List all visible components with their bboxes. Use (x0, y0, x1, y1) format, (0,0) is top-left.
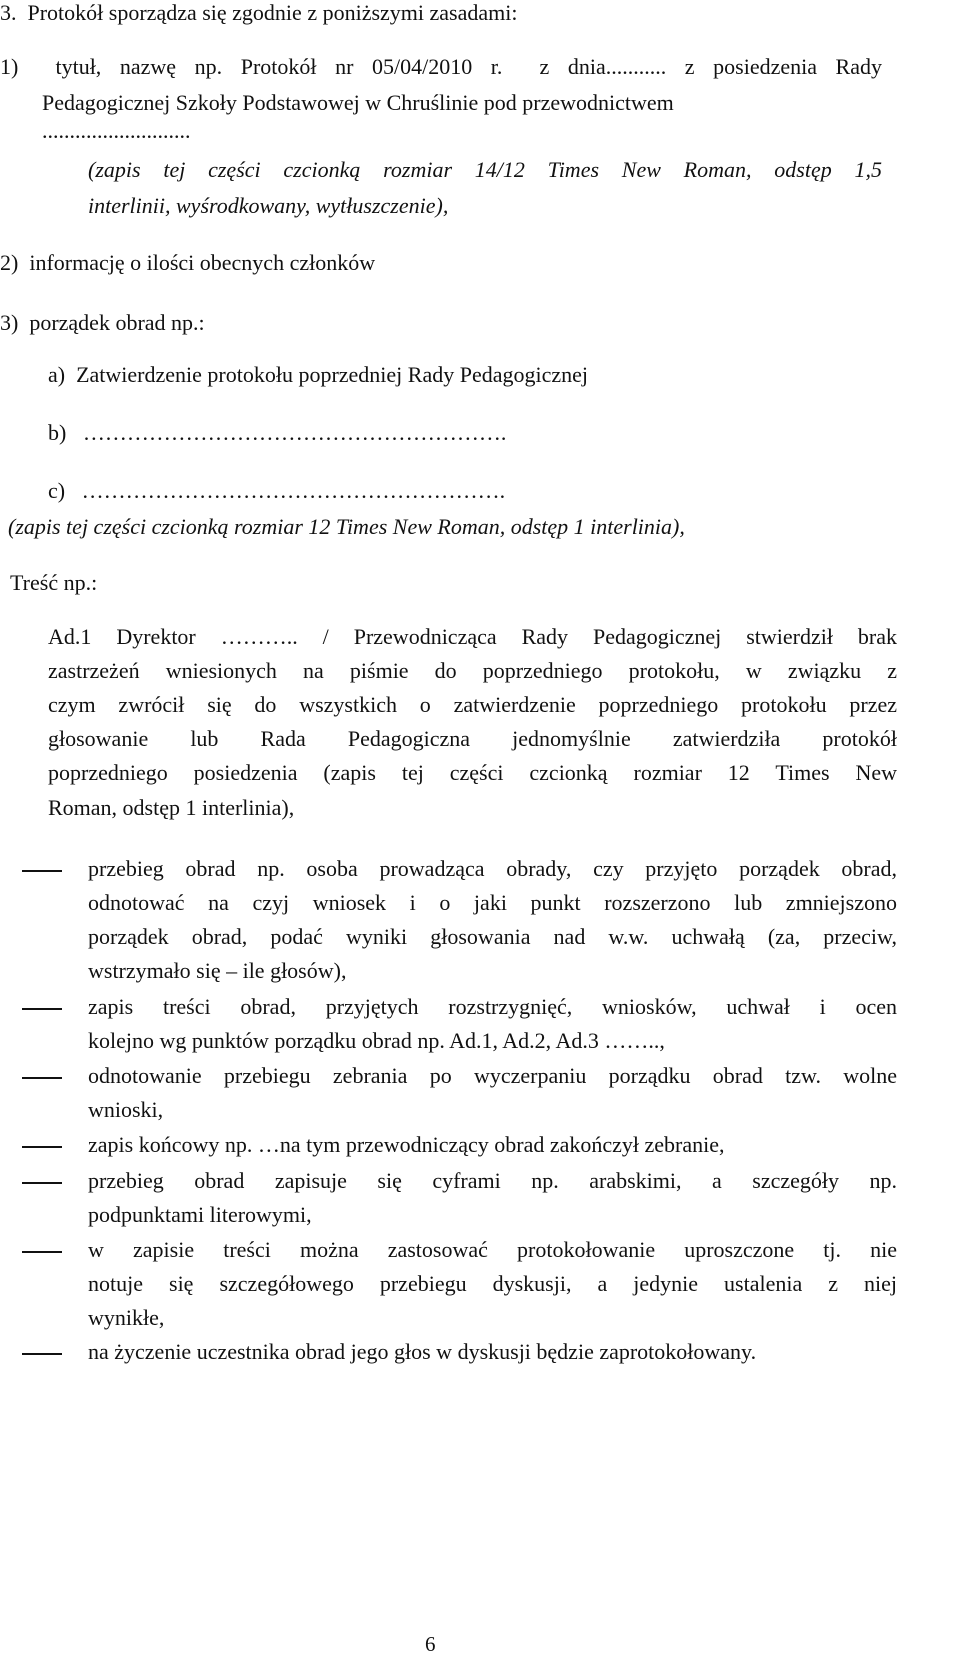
bullet4-line1: zapis końcowy np. …na tym przewodniczący obrad zakończył zebranie, (88, 1132, 725, 1157)
bullet3-line1: odnotowanie przebiegu zebrania po wyczerpaniu porządku obrad tzw. wolne (88, 1063, 897, 1088)
bullet3-line2: wnioski, (88, 1097, 164, 1122)
ad1-line6: Roman, odstęp 1 interlinia), (48, 795, 295, 820)
dash-bullet (22, 1251, 62, 1253)
bullet1-line3: porządek obrad, podać wyniki głosowania nad w.w. uchwałą (za, przeciw, (88, 924, 897, 949)
dash-bullet (22, 870, 62, 872)
dash-bullet (22, 1146, 62, 1148)
item1-note-line1: (zapis tej części czcionką rozmiar 14/12 Times New Roman, odstęp 1,5 (88, 157, 882, 182)
bullet2-line1: zapis treści obrad, przyjętych rozstrzygnięć, wniosków, uchwał i ocen (88, 994, 897, 1019)
ad1-line3: czym zwrócił się do wszystkich o zatwierdzenie poprzedniego protokołu przez (48, 692, 897, 717)
bullet1-line1: przebieg obrad np. osoba prowadząca obrady, czy przyjęto porządek obrad, (88, 856, 897, 881)
agenda-b: b) …………………………………………………. (48, 420, 507, 445)
ad1-line1: Ad.1 Dyrektor ……….. / Przewodnicząca Rady Pedagogicznej stwierdził brak (48, 624, 897, 649)
agenda-note: (zapis tej części czcionką rozmiar 12 Times New Roman, odstęp 1 interlinia), (8, 514, 685, 539)
dash-bullet (22, 1077, 62, 1079)
bullet1-line4: wstrzymało się – ile głosów), (88, 958, 347, 983)
item2: 2) informację o ilości obecnych członków (0, 250, 376, 275)
agenda-a: a) Zatwierdzenie protokołu poprzedniej Rady Pedagogicznej (48, 362, 589, 387)
dash-bullet (22, 1008, 62, 1010)
ad1-line2: zastrzeżeń wniesionych na piśmie do poprzedniego protokołu, w związku z (48, 658, 897, 683)
dash-bullet (22, 1353, 62, 1355)
bullet5-line2: podpunktami literowymi, (88, 1202, 312, 1227)
tresc-label: Treść np.: (10, 570, 98, 595)
agenda-c: c) …………………………………………………. (48, 478, 506, 503)
section-heading: 3. Protokół sporządza się zgodnie z poniższymi zasadami: (0, 0, 518, 25)
item1-line2: Pedagogicznej Szkoły Podstawowej w Chruślinie pod przewodnictwem (42, 90, 674, 115)
ad1-line4: głosowanie lub Rada Pedagogiczna jednomyślnie zatwierdziła protokół (48, 726, 897, 751)
item1-line1: 1) tytuł, nazwę np. Protokół nr 05/04/2010 r. z dnia........... z posiedzenia Rady (0, 54, 882, 79)
bullet1-line2: odnotować na czyj wniosek i o jaki punkt rozszerzono lub zmniejszono (88, 890, 897, 915)
item3: 3) porządek obrad np.: (0, 310, 205, 335)
bullet5-line1: przebieg obrad zapisuje się cyframi np. arabskimi, a szczegóły np. (88, 1168, 897, 1193)
bullet6-line1: w zapisie treści można zastosować protokołowanie uproszczone tj. nie (88, 1237, 897, 1262)
item1-line3: ........................... (42, 118, 191, 143)
bullet6-line2: notuje się szczegółowego przebiegu dyskusji, a jedynie ustalenia z niej (88, 1271, 897, 1296)
bullet6-line3: wynikłe, (88, 1305, 165, 1330)
ad1-line5: poprzedniego posiedzenia (zapis tej części czcionką rozmiar 12 Times New (48, 760, 897, 785)
page-number: 6 (425, 1632, 436, 1656)
bullet7-line1: na życzenie uczestnika obrad jego głos w dyskusji będzie zaprotokołowany. (88, 1339, 757, 1364)
dash-bullet (22, 1182, 62, 1184)
bullet2-line2: kolejno wg punktów porządku obrad np. Ad.1, Ad.2, Ad.3 …….., (88, 1028, 665, 1053)
item1-note-line2: interlinii, wyśrodkowany, wytłuszczenie), (88, 193, 449, 218)
